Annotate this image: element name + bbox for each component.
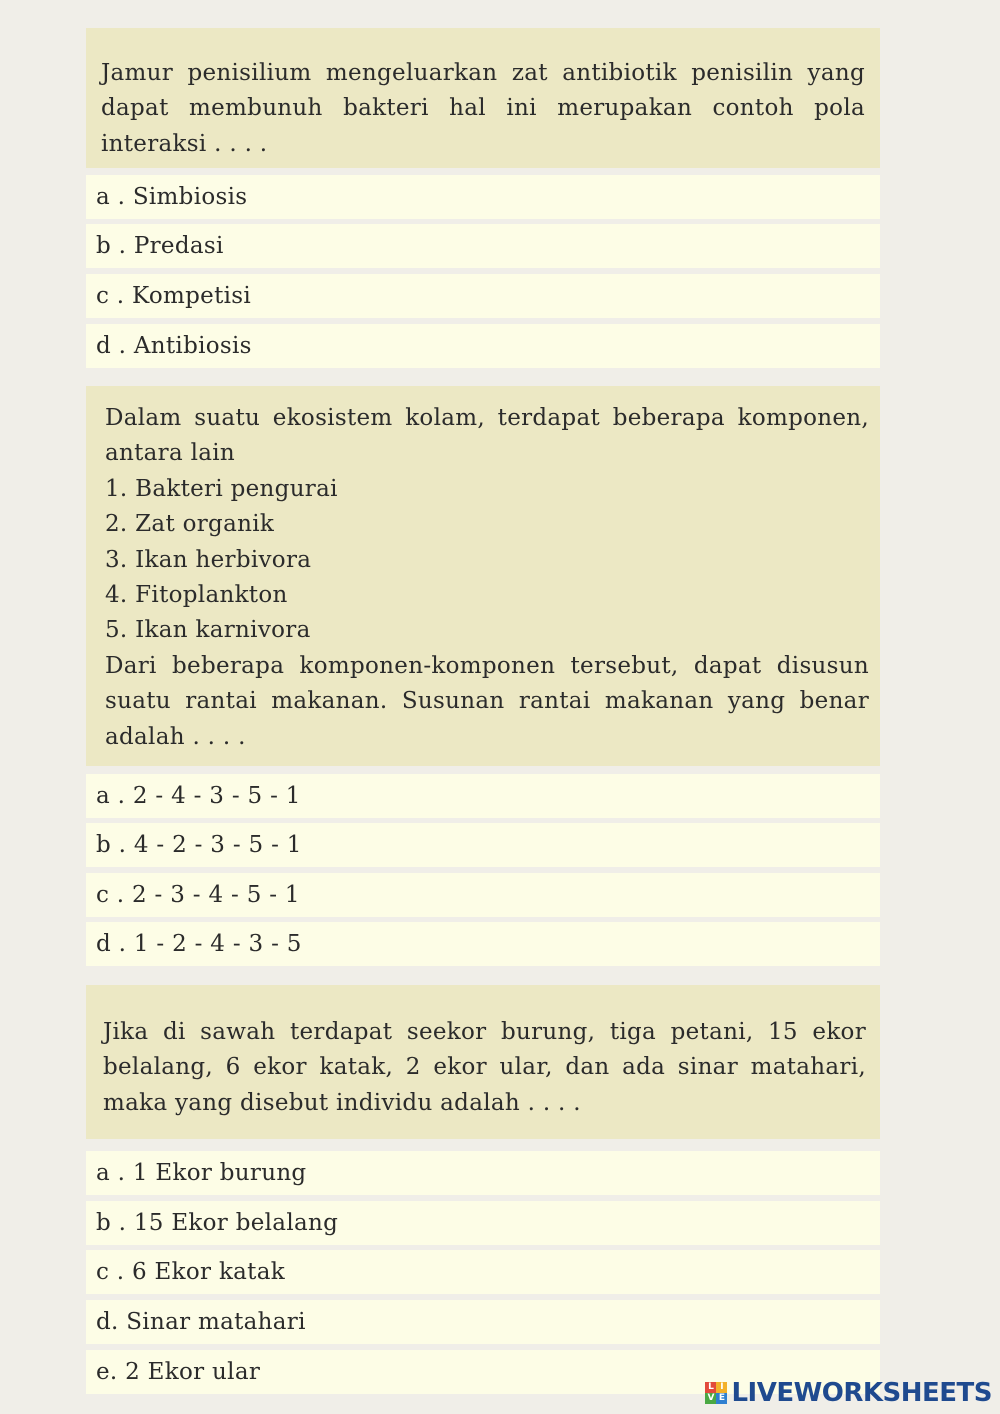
question-3-option-b[interactable]: b . 15 Ekor belalang [86, 1201, 880, 1245]
question-2-prompt [86, 386, 880, 766]
question-2-item-3: 3. Ikan herbivora [105, 546, 312, 573]
liveworksheets-logo-text: LIVEWORKSHEETS [731, 1378, 992, 1408]
logo-mark-letter: L [705, 1382, 716, 1393]
question-3-prompt [86, 985, 880, 1139]
question-1-option-d[interactable]: d . Antibiosis [86, 324, 880, 368]
question-2-question: Dari beberapa komponen-komponen tersebut, dapat disusun suatu rantai makanan. Susunan rantai makanan yang benar adalah . . . . [105, 652, 869, 750]
question-2-item-5: 5. Ikan karnivora [105, 617, 311, 644]
question-1-text: Jamur penisilium mengeluarkan zat antibiotik penisilin yang dapat membunuh bakteri hal ini merupakan contoh pola interaksi . . . . [101, 60, 865, 157]
question-3-option-d[interactable]: d. Sinar matahari [86, 1300, 880, 1344]
question-3-option-c[interactable]: c . 6 Ekor katak [86, 1250, 880, 1294]
question-2-item-4: 4. Fitoplankton [105, 582, 288, 609]
question-3-option-a[interactable]: a . 1 Ekor burung [86, 1151, 880, 1195]
question-2-item-2: 2. Zat organik [105, 511, 275, 538]
question-2-intro: Dalam suatu ekosistem kolam, terdapat beberapa komponen, antara lain [105, 405, 869, 467]
question-2-item-1: 1. Bakteri pengurai [105, 475, 338, 502]
question-1-option-a[interactable]: a . Simbiosis [86, 175, 880, 219]
liveworksheets-logo [705, 1378, 992, 1408]
liveworksheets-logo-icon [705, 1382, 727, 1404]
question-2-option-d[interactable]: d . 1 - 2 - 4 - 3 - 5 [86, 922, 880, 966]
logo-mark-letter: I [716, 1382, 727, 1393]
question-2-option-a[interactable]: a . 2 - 4 - 3 - 5 - 1 [86, 774, 880, 818]
question-2-option-b[interactable]: b . 4 - 2 - 3 - 5 - 1 [86, 823, 880, 867]
logo-mark-letter: E [716, 1393, 727, 1404]
question-2-option-c[interactable]: c . 2 - 3 - 4 - 5 - 1 [86, 873, 880, 917]
question-1-option-b[interactable]: b . Predasi [86, 224, 880, 268]
question-1-prompt [86, 28, 880, 168]
logo-mark-letter: V [705, 1393, 716, 1404]
question-3-text: Jika di sawah terdapat seekor burung, tiga petani, 15 ekor belalang, 6 ekor katak, 2 ekor ular, dan ada sinar matahari, maka yang disebut individu adalah . . . . [103, 1019, 866, 1116]
question-1-option-c[interactable]: c . Kompetisi [86, 274, 880, 318]
question-3-option-e[interactable]: e. 2 Ekor ular [86, 1350, 880, 1394]
